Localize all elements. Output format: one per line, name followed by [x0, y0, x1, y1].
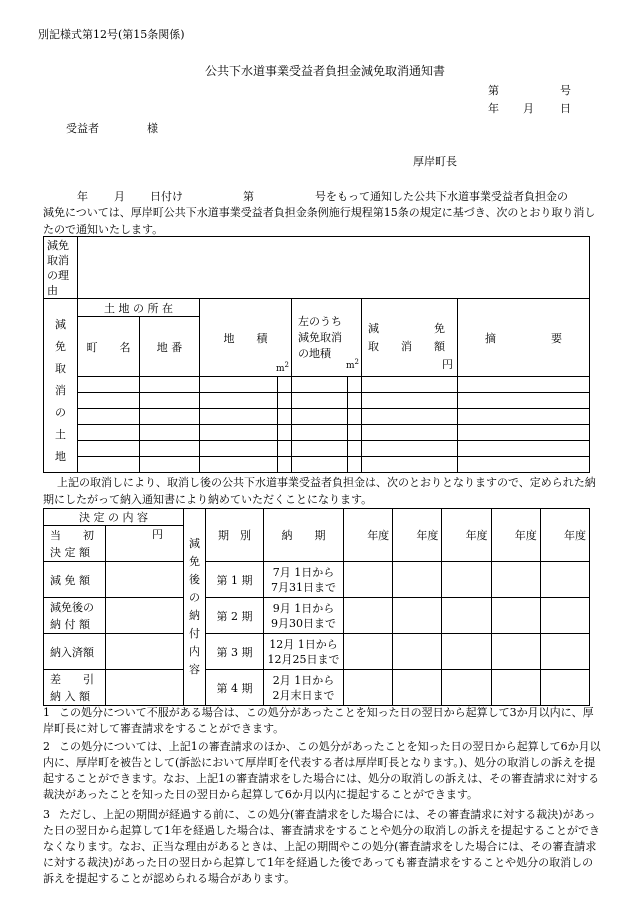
year-header: 年度: [344, 509, 393, 562]
note-3-text: ただし、上記の期間が経過する前に、この処分(審査請求をした場合には、その審査請求に対する裁決)があった日の翌日から起算して1年を経過した場合は、審査請求をすることや処分の取消しの訴えを提起することができなくなります。なお、正当な理由があるときは、上記の期間やこの処分(審査請求をした場合には、その審査請求に対する裁決)があった日の翌日から起算して1年を経過した後であっても審査請求をすることや処分の取消しの訴えを提起することが認められる場合があります。: [43, 808, 600, 885]
due-4-to: 2月末日まで: [272, 688, 335, 702]
exempt-area-unit-sq: 2: [354, 358, 359, 366]
decision-side-label: [184, 509, 206, 706]
land-cell[interactable]: [292, 393, 348, 409]
area-header: [200, 299, 292, 377]
amount-cell[interactable]: [344, 562, 393, 598]
decision-side-5: 納: [189, 609, 200, 622]
reason-label: [44, 237, 78, 299]
land-cell[interactable]: [78, 409, 140, 425]
land-cell[interactable]: [278, 425, 292, 441]
land-cell[interactable]: [362, 393, 458, 409]
balance-value[interactable]: [106, 670, 184, 706]
exempt-area-3: の地積: [298, 346, 331, 360]
exempt-area-2: 減免取消: [298, 330, 342, 344]
land-cell[interactable]: [362, 457, 458, 473]
exempt-amount-yen: 円: [442, 358, 453, 371]
decision-side-4: の: [189, 591, 200, 604]
post-exempt-label: [44, 598, 106, 634]
recipient-sama: 様: [147, 122, 158, 135]
land-cell[interactable]: [348, 425, 362, 441]
decision-side-8: 容: [189, 663, 200, 676]
exempt-area-header: [292, 299, 362, 377]
land-cell[interactable]: [278, 377, 292, 393]
post-exempt-value[interactable]: [106, 598, 184, 634]
land-cell[interactable]: [362, 425, 458, 441]
decision-header: 決 定 の 内 容: [44, 509, 184, 526]
note-1: [43, 705, 603, 737]
land-cell[interactable]: [140, 377, 200, 393]
land-cell[interactable]: [362, 441, 458, 457]
due-3-to: 12月25日まで: [267, 652, 340, 666]
amount-cell[interactable]: [491, 670, 540, 706]
intro-dai: 第: [243, 190, 254, 203]
land-side-4: 消: [55, 383, 66, 397]
decision-table: [43, 508, 590, 706]
amount-cell[interactable]: [491, 562, 540, 598]
note-3-no: 3: [43, 808, 50, 821]
document-title: 公共下水道事業受益者負担金減免取消通知書: [205, 64, 446, 78]
land-cell[interactable]: [458, 377, 590, 393]
exempt-area-unit: [346, 354, 359, 374]
due-1: [264, 562, 344, 598]
land-cell[interactable]: [140, 425, 200, 441]
reason-table: [43, 236, 590, 299]
land-cell[interactable]: [292, 377, 348, 393]
due-1-from: 7月 1日から: [272, 565, 335, 579]
decision-side-6: 付: [189, 627, 200, 640]
amount-cell[interactable]: [491, 634, 540, 670]
decision-side-2: 免: [189, 555, 200, 568]
land-cell[interactable]: [292, 441, 348, 457]
period-2: 第 2 期: [206, 598, 264, 634]
land-cell[interactable]: [278, 409, 292, 425]
land-cell[interactable]: [200, 441, 278, 457]
period-header: 期 別: [206, 509, 264, 562]
land-cell[interactable]: [140, 393, 200, 409]
remarks-header: 摘 要: [458, 299, 590, 377]
post-exempt-label-2: 納 付 額: [50, 617, 90, 631]
land-side-1: 減: [55, 317, 66, 331]
amount-cell[interactable]: [491, 598, 540, 634]
land-cell[interactable]: [458, 457, 590, 473]
paid-amount-value[interactable]: [106, 634, 184, 670]
lot-header: 地 番: [140, 317, 200, 377]
due-1-to: 7月31日まで: [271, 580, 336, 594]
amount-cell[interactable]: [442, 598, 491, 634]
due-4: [264, 670, 344, 706]
decision-side-7: 内: [189, 645, 200, 658]
land-cell[interactable]: [348, 377, 362, 393]
balance-label-2: 納 入 額: [50, 689, 90, 703]
exempt-amount-1: 減 免: [368, 321, 445, 335]
note-3: [43, 807, 603, 887]
land-cell[interactable]: [292, 457, 348, 473]
amount-cell[interactable]: [344, 670, 393, 706]
land-cell[interactable]: [140, 409, 200, 425]
post-exempt-label-1: 減免後の: [50, 600, 94, 614]
land-side-3: 取: [55, 361, 66, 375]
due-3-from: 12月 1日から: [269, 637, 338, 651]
number-go: 号: [560, 84, 571, 97]
amount-cell[interactable]: [540, 634, 589, 670]
exempt-amount-header: [362, 299, 458, 377]
note-1-no: 1: [43, 706, 50, 719]
period-1: 第 1 期: [206, 562, 264, 598]
amount-cell[interactable]: [442, 634, 491, 670]
exempt-area-1: 左のうち: [298, 314, 342, 328]
decision-side-1: 減: [189, 537, 200, 550]
area-unit-m: m: [275, 364, 285, 374]
period-4: 第 4 期: [206, 670, 264, 706]
date-day: 日: [560, 102, 571, 115]
exempt-amount-value[interactable]: [106, 562, 184, 598]
land-cell[interactable]: [458, 393, 590, 409]
land-cell[interactable]: [278, 393, 292, 409]
decision-side-3: 後: [189, 573, 200, 586]
note-2-text: この処分については、上記1の審査請求のほか、この処分があったことを知った日の翌日から起算して6か月以内に、厚岸町を被告として(訴訟において厚岸町を代表する者は厚岸町長となります。)、処分の取消しの訴えを提起することができます。なお、上記1の審査請求をした場合には、処分の取消しの訴えは、その審査請求に対する裁決があったことを知った日の翌日から起算して6か月以内に提起することができます。: [43, 740, 601, 801]
land-cell[interactable]: [278, 457, 292, 473]
year-header: 年度: [442, 509, 491, 562]
land-cell[interactable]: [348, 393, 362, 409]
note-2-no: 2: [43, 740, 50, 753]
reason-label-1: 減免: [47, 238, 69, 252]
recipient-label: 受益者: [66, 122, 99, 135]
amount-cell[interactable]: [393, 670, 442, 706]
land-side-2: 免: [55, 339, 66, 353]
reason-label-2: 取消: [47, 253, 69, 267]
balance-label: [44, 670, 106, 706]
amount-cell[interactable]: [393, 562, 442, 598]
period-3: 第 3 期: [206, 634, 264, 670]
year-header: 年度: [491, 509, 540, 562]
due-4-from: 2月 1日から: [272, 673, 335, 687]
land-cell[interactable]: [200, 393, 278, 409]
land-cell[interactable]: [278, 441, 292, 457]
land-cell[interactable]: [362, 409, 458, 425]
land-cell[interactable]: [200, 377, 278, 393]
land-side-5: の: [55, 405, 66, 419]
land-cell[interactable]: [78, 441, 140, 457]
intro-text2: 減免については、厚岸町公共下水道事業受益者負担金条例施行規程第15条の規定に基づき、次のとおり取り消したので通知いたします。: [43, 206, 596, 236]
mid-text: 上記の取消しにより、取消し後の公共下水道事業受益者負担金は、次のとおりとなりますので、定められた納期にしたがって納入通知書により納めていただくことになります。: [43, 476, 596, 506]
due-2-from: 9月 1日から: [272, 601, 335, 615]
intro-dated: 日付け: [150, 190, 183, 203]
due-2-to: 9月30日まで: [271, 616, 336, 630]
date-month: 月: [523, 102, 534, 115]
amount-cell[interactable]: [393, 634, 442, 670]
location-header: 土 地 の 所 在: [78, 299, 200, 317]
land-cell[interactable]: [292, 425, 348, 441]
initial-amount-label: [44, 526, 106, 562]
number-dai: 第: [488, 84, 499, 97]
amount-cell[interactable]: [540, 598, 589, 634]
exempt-amount-2: 取 消 額: [368, 339, 445, 353]
intro-month: 月: [114, 190, 125, 203]
reason-label-4: 由: [47, 283, 58, 297]
land-cell[interactable]: [458, 409, 590, 425]
issuer: 厚岸町長: [413, 155, 457, 168]
amount-cell[interactable]: [344, 598, 393, 634]
initial-amount-label-1: 当 初: [50, 528, 94, 542]
land-side-label: [44, 299, 78, 473]
amount-cell[interactable]: [540, 562, 589, 598]
land-cell[interactable]: [458, 441, 590, 457]
land-cell[interactable]: [348, 409, 362, 425]
land-cell[interactable]: [362, 377, 458, 393]
reason-label-3: の理: [47, 268, 69, 282]
area-unit: [276, 361, 289, 374]
amount-cell[interactable]: [393, 598, 442, 634]
land-cell[interactable]: [78, 425, 140, 441]
intro-text1: 号をもって通知した公共下水道事業受益者負担金の: [315, 190, 568, 203]
reason-cell[interactable]: [78, 237, 590, 299]
land-cell[interactable]: [348, 441, 362, 457]
area-label: 地 積: [223, 331, 268, 345]
note-1-text: この処分について不服がある場合は、この処分があったことを知った日の翌日から起算して3か月以内に、厚岸町長に対して審査請求をすることができます。: [43, 706, 594, 735]
land-cell[interactable]: [200, 457, 278, 473]
land-cell[interactable]: [458, 425, 590, 441]
amount-cell[interactable]: [442, 670, 491, 706]
paid-amount-label: 納入済額: [44, 634, 106, 670]
land-cell[interactable]: [292, 409, 348, 425]
exempt-amount-label: 減 免 額: [44, 562, 106, 598]
initial-amount-label-2: 決 定 額: [50, 545, 90, 559]
due-3: [264, 634, 344, 670]
intro-year: 年: [77, 190, 88, 203]
amount-cell[interactable]: [344, 634, 393, 670]
land-side-7: 地: [55, 449, 66, 463]
amount-cell[interactable]: [540, 670, 589, 706]
exempt-area-unit-m: m: [345, 361, 355, 371]
town-header: 町 名: [78, 317, 140, 377]
year-header: 年度: [393, 509, 442, 562]
land-side-6: 土: [55, 427, 66, 441]
land-cell[interactable]: [200, 409, 278, 425]
amount-cell[interactable]: [442, 562, 491, 598]
land-cell[interactable]: [200, 425, 278, 441]
land-cell[interactable]: [140, 457, 200, 473]
land-cell[interactable]: [78, 393, 140, 409]
land-cell[interactable]: [140, 441, 200, 457]
date-year: 年: [488, 102, 499, 115]
balance-label-1: 差 引: [50, 672, 94, 686]
land-table: [43, 298, 590, 473]
year-header: 年度: [540, 509, 589, 562]
land-cell[interactable]: [348, 457, 362, 473]
due-header: 納 期: [264, 509, 344, 562]
due-2: [264, 598, 344, 634]
form-id: 別記様式第12号(第15条関係): [38, 28, 185, 41]
land-cell[interactable]: [78, 457, 140, 473]
initial-amount-value[interactable]: 円: [106, 526, 184, 562]
area-unit-sq: 2: [284, 361, 289, 369]
land-cell[interactable]: [78, 377, 140, 393]
note-2: [43, 739, 603, 803]
